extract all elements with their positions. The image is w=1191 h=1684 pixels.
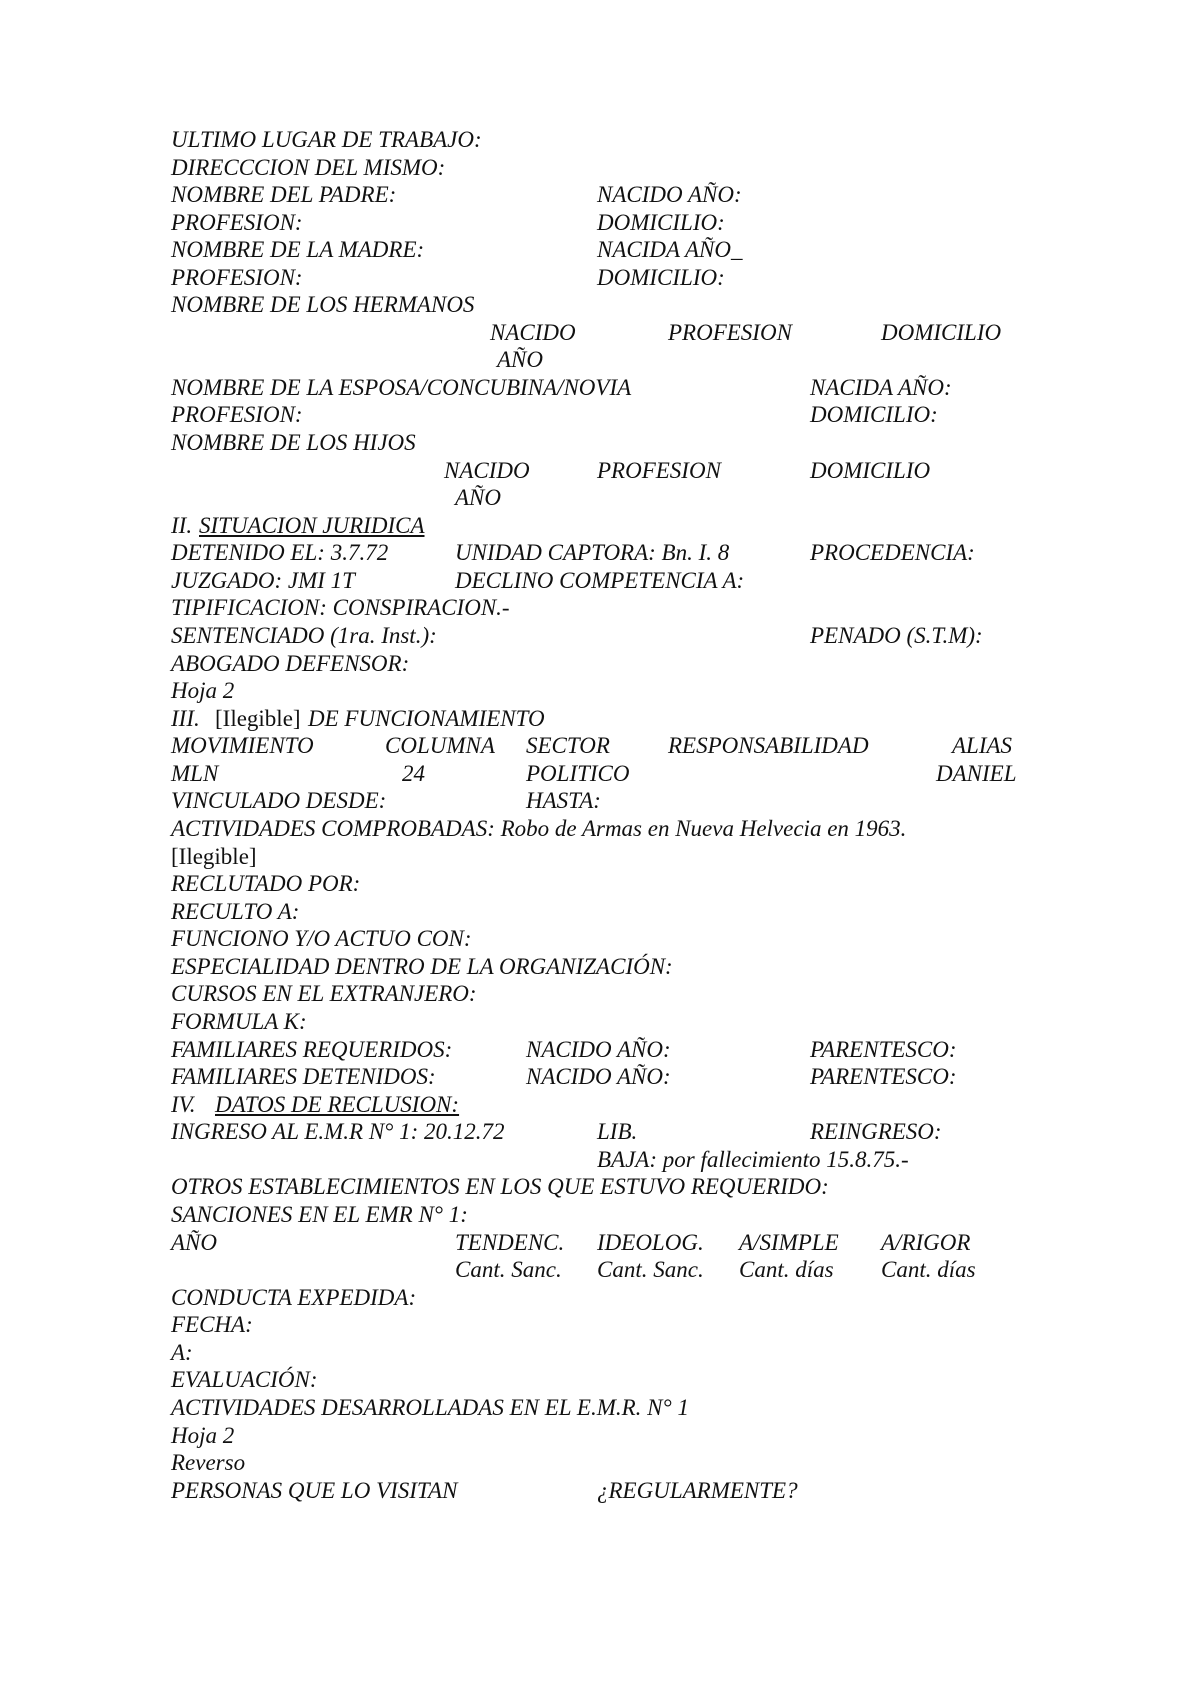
form-line-datos-reclusion-1: DATOS DE RECLUSION: bbox=[215, 1092, 460, 1117]
form-line-personas-visitan-0: PERSONAS QUE LO VISITAN bbox=[171, 1478, 458, 1503]
form-line-abogado: ABOGADO DEFENSOR: bbox=[171, 651, 410, 676]
form-line-movimiento-values-3: DANIEL bbox=[936, 761, 1017, 786]
form-line-nombre-padre-1: NACIDO AÑO: bbox=[597, 182, 742, 207]
form-line-personas-visitan-1: ¿REGULARMENTE? bbox=[597, 1478, 798, 1503]
form-line-actividades-desarrolladas: ACTIVIDADES DESARROLLADAS EN EL E.M.R. N° 1 bbox=[171, 1395, 689, 1420]
form-line-juzgado-1: DECLINO COMPETENCIA A: bbox=[455, 568, 745, 593]
form-line-ingreso-2: REINGRESO: bbox=[810, 1119, 942, 1144]
form-line-hermanos-headers-0: NACIDO bbox=[490, 320, 576, 345]
form-line-movimiento-headers-0: MOVIMIENTO bbox=[171, 733, 314, 758]
form-line-nombre-padre-0: NOMBRE DEL PADRE: bbox=[171, 182, 397, 207]
form-line-profesion-esposa-0: PROFESION: bbox=[171, 402, 303, 427]
form-line-detenido-0: DETENIDO EL: 3.7.72 bbox=[171, 540, 389, 565]
form-line-ingreso-0: INGRESO AL E.M.R N° 1: 20.12.72 bbox=[171, 1119, 505, 1144]
form-line-nombre-hijos: NOMBRE DE LOS HIJOS bbox=[171, 430, 416, 455]
form-line-cursos: CURSOS EN EL EXTRANJERO: bbox=[171, 981, 477, 1006]
form-line-formula-k: FORMULA K: bbox=[171, 1009, 307, 1034]
form-line-situacion-juridica-0: II. bbox=[171, 513, 193, 538]
form-line-familiares-detenidos-0: FAMILIARES DETENIDOS: bbox=[171, 1064, 436, 1089]
form-line-profesion-padre-1: DOMICILIO: bbox=[597, 210, 725, 235]
form-line-detenido-2: PROCEDENCIA: bbox=[810, 540, 975, 565]
form-line-profesion-padre-0: PROFESION: bbox=[171, 210, 303, 235]
form-line-familiares-requeridos-0: FAMILIARES REQUERIDOS: bbox=[171, 1037, 453, 1062]
form-line-sanciones-headers-1: TENDENC. bbox=[455, 1230, 565, 1255]
form-line-movimiento-headers-4: ALIAS bbox=[952, 733, 1013, 758]
form-line-hermanos-headers-2: DOMICILIO bbox=[881, 320, 1002, 345]
form-line-situacion-juridica-1: SITUACION JURIDICA bbox=[199, 513, 425, 538]
form-line-actividades-comprobadas: ACTIVIDADES COMPROBADAS: Robo de Armas en Nueva Helvecia en 1963. bbox=[171, 816, 907, 841]
form-line-ultimo-lugar-trabajo: ULTIMO LUGAR DE TRABAJO: bbox=[171, 127, 482, 152]
form-line-vinculado-0: VINCULADO DESDE: bbox=[171, 788, 387, 813]
form-line-reclutado-por: RECLUTADO POR: bbox=[171, 871, 361, 896]
form-line-a: A: bbox=[171, 1340, 193, 1365]
form-line-baja: BAJA: por fallecimiento 15.8.75.- bbox=[597, 1147, 909, 1172]
form-line-conducta: CONDUCTA EXPEDIDA: bbox=[171, 1285, 417, 1310]
form-line-nombre-esposa-0: NOMBRE DE LA ESPOSA/CONCUBINA/NOVIA bbox=[171, 375, 632, 400]
form-line-tipificacion: TIPIFICACION: CONSPIRACION.- bbox=[171, 595, 510, 620]
form-line-hermanos-headers-1: PROFESION bbox=[668, 320, 792, 345]
form-line-funcionamiento-2: DE FUNCIONAMIENTO bbox=[308, 706, 545, 731]
form-line-nombre-esposa-1: NACIDA AÑO: bbox=[810, 375, 952, 400]
form-line-hijos-headers-2: DOMICILIO bbox=[810, 458, 931, 483]
form-line-sanciones-headers-0: AÑO bbox=[171, 1230, 217, 1255]
form-line-funcionamiento-1: [Ilegible] bbox=[215, 706, 301, 731]
form-line-movimiento-headers-2: SECTOR bbox=[526, 733, 610, 758]
form-line-direccion-mismo: DIRECCCION DEL MISMO: bbox=[171, 155, 446, 180]
form-line-funcionamiento-0: III. bbox=[171, 706, 200, 731]
form-line-sanciones: SANCIONES EN EL EMR N° 1: bbox=[171, 1202, 468, 1227]
form-line-sanciones-headers-4: A/RIGOR bbox=[881, 1230, 971, 1255]
form-line-familiares-requeridos-2: PARENTESCO: bbox=[810, 1037, 957, 1062]
form-line-recluto-a: RECULTO A: bbox=[171, 899, 300, 924]
form-line-especialidad: ESPECIALIDAD DENTRO DE LA ORGANIZACIÓN: bbox=[171, 954, 673, 979]
form-line-familiares-requeridos-1: NACIDO AÑO: bbox=[526, 1037, 671, 1062]
form-line-sanciones-headers-2: IDEOLOG. bbox=[597, 1230, 704, 1255]
form-line-juzgado-0: JUZGADO: JMI 1T bbox=[171, 568, 355, 593]
form-line-hijos-ano: AÑO bbox=[455, 485, 501, 510]
form-line-reverso: Reverso bbox=[171, 1450, 246, 1475]
form-line-detenido-1: UNIDAD CAPTORA: Bn. I. 8 bbox=[455, 540, 730, 565]
form-line-ingreso-1: LIB. bbox=[597, 1119, 638, 1144]
form-line-movimiento-values-0: MLN bbox=[171, 761, 219, 786]
form-line-familiares-detenidos-2: PARENTESCO: bbox=[810, 1064, 957, 1089]
form-line-profesion-esposa-1: DOMICILIO: bbox=[810, 402, 938, 427]
form-line-profesion-madre-0: PROFESION: bbox=[171, 265, 303, 290]
form-line-nombre-hermanos: NOMBRE DE LOS HERMANOS bbox=[171, 292, 475, 317]
form-line-movimiento-headers-3: RESPONSABILIDAD bbox=[668, 733, 869, 758]
form-line-sanciones-headers-3: A/SIMPLE bbox=[739, 1230, 839, 1255]
form-line-profesion-madre-1: DOMICILIO: bbox=[597, 265, 725, 290]
form-line-vinculado-1: HASTA: bbox=[526, 788, 601, 813]
form-line-sanciones-subheaders-1: Cant. Sanc. bbox=[597, 1257, 704, 1282]
form-line-funciono: FUNCIONO Y/O ACTUO CON: bbox=[171, 926, 472, 951]
form-line-sanciones-subheaders-0: Cant. Sanc. bbox=[455, 1257, 562, 1282]
form-line-fecha: FECHA: bbox=[171, 1312, 253, 1337]
form-line-nombre-madre-0: NOMBRE DE LA MADRE: bbox=[171, 237, 425, 262]
form-line-movimiento-values-1: 24 bbox=[402, 761, 425, 786]
form-line-familiares-detenidos-1: NACIDO AÑO: bbox=[526, 1064, 671, 1089]
form-line-datos-reclusion-0: IV. bbox=[171, 1092, 196, 1117]
form-line-sanciones-subheaders-3: Cant. días bbox=[881, 1257, 976, 1282]
form-line-hoja-2-a: Hoja 2 bbox=[171, 678, 235, 703]
form-line-sanciones-subheaders-2: Cant. días bbox=[739, 1257, 834, 1282]
form-line-hoja-2-b: Hoja 2 bbox=[171, 1423, 235, 1448]
form-line-otros-establecimientos: OTROS ESTABLECIMIENTOS EN LOS QUE ESTUVO REQUERIDO: bbox=[171, 1174, 829, 1199]
form-line-movimiento-headers-1: COLUMNA bbox=[385, 733, 495, 758]
form-line-hijos-headers-0: NACIDO bbox=[444, 458, 530, 483]
form-line-sentenciado-1: PENADO (S.T.M): bbox=[810, 623, 983, 648]
form-line-hijos-headers-1: PROFESION bbox=[597, 458, 721, 483]
form-line-ilegible: [Ilegible] bbox=[171, 844, 257, 869]
form-line-nombre-madre-1: NACIDA AÑO_ bbox=[597, 237, 743, 262]
form-line-movimiento-values-2: POLITICO bbox=[526, 761, 630, 786]
form-line-sentenciado-0: SENTENCIADO (1ra. Inst.): bbox=[171, 623, 437, 648]
form-line-hermanos-ano: AÑO bbox=[497, 347, 543, 372]
form-line-evaluacion: EVALUACIÓN: bbox=[171, 1367, 318, 1392]
